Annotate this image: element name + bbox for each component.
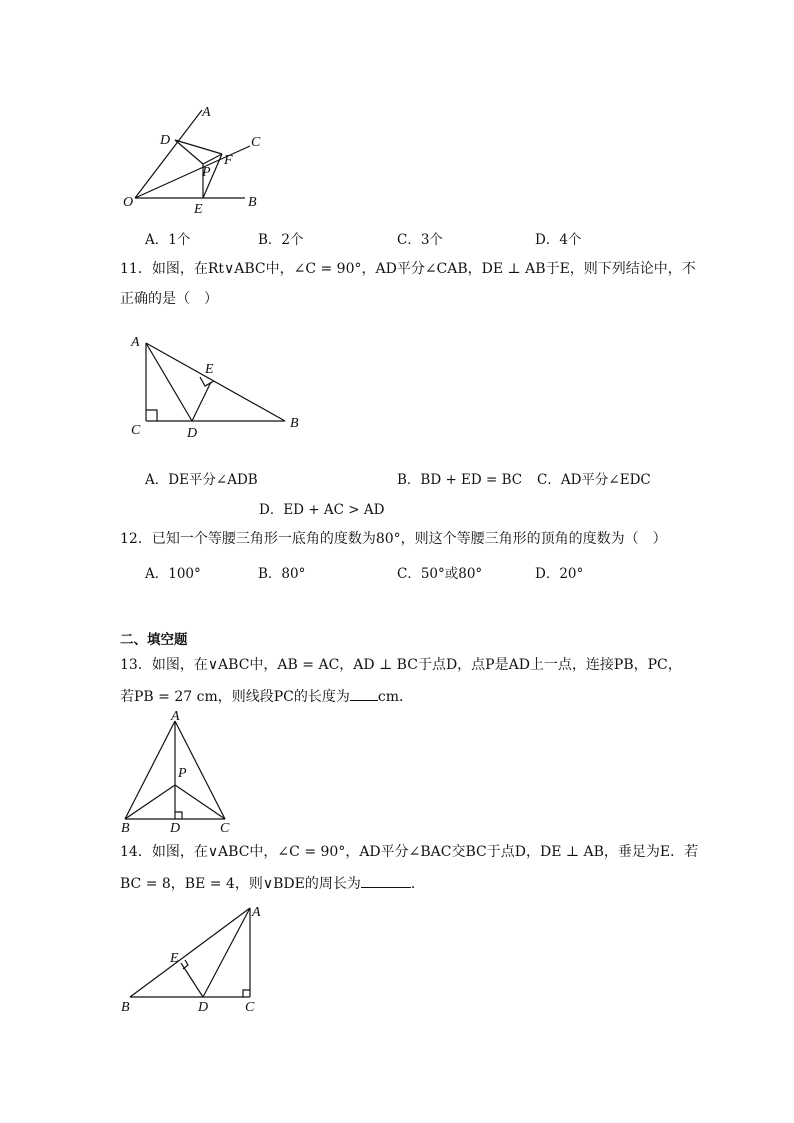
- q14-line2-before: BC = 8，BE = 4，则∨BDE的周长为: [120, 876, 361, 892]
- q11-label-e: E: [205, 362, 214, 377]
- q14-label-d: D: [198, 1000, 209, 1015]
- q12-option-c: C．50°或80°: [397, 566, 483, 582]
- q11-question-line1: 11．如图，在Rt∨ABC中，∠C = 90°，AD平分∠CAB，DE ⊥ AB于E，则下列结论中，不: [120, 261, 696, 277]
- q14-label-a: A: [252, 905, 261, 920]
- q14-label-c: C: [245, 1000, 255, 1015]
- q10-label-e: E: [194, 202, 203, 217]
- section-title: 二、填空题: [120, 632, 188, 648]
- q10-label-o: O: [123, 195, 134, 210]
- q14-line2-after: ．: [410, 876, 425, 892]
- q11-option-c: C．AD平分∠EDC: [537, 472, 651, 488]
- q10-label-f: F: [224, 153, 233, 168]
- q13-answer-blank[interactable]: [350, 686, 378, 701]
- q13-label-a: A: [171, 709, 180, 724]
- q10-figure: [115, 100, 275, 220]
- q13-line2-after: cm．: [377, 689, 413, 705]
- q11-question-line2: 正确的是（ ）: [120, 291, 218, 307]
- q13-figure: [115, 705, 245, 840]
- q13-label-b: B: [121, 821, 130, 836]
- q11-label-d: D: [187, 426, 198, 441]
- q11-option-d: D．ED + AC > AD: [259, 502, 385, 518]
- q11-figure: [125, 330, 310, 445]
- q13-label-d: D: [170, 821, 181, 836]
- q12-option-d: D．20°: [535, 566, 584, 582]
- q11-option-a: A．DE平分∠ADB: [145, 472, 258, 488]
- q13-label-p: P: [178, 766, 187, 781]
- q13-question-line2: [120, 686, 413, 707]
- q12-option-b: B．80°: [258, 566, 306, 582]
- q11-option-b: B．BD + ED = BC: [397, 472, 523, 488]
- q10-option-a: A．1个: [145, 232, 191, 248]
- q14-question-line2: [120, 873, 425, 894]
- q14-label-e: E: [170, 951, 179, 966]
- q10-option-c: C．3个: [397, 232, 443, 248]
- q10-label-b: B: [248, 195, 257, 210]
- q11-label-a: A: [131, 335, 140, 350]
- q11-label-b: B: [290, 416, 299, 431]
- q10-option-d: D．4个: [535, 232, 582, 248]
- q14-answer-blank[interactable]: [361, 873, 411, 888]
- q13-line2-before: 若PB = 27 cm，则线段PC的长度为: [120, 689, 350, 705]
- q12-option-a: A．100°: [145, 566, 201, 582]
- q14-question-line1: 14．如图，在∨ABC中，∠C = 90°，AD平分∠BAC交BC于点D，DE ⊥ AB，垂足为E．若: [120, 844, 699, 860]
- q13-label-c: C: [220, 821, 230, 836]
- q10-option-b: B．2个: [258, 232, 304, 248]
- q12-question: 12．已知一个等腰三角形一底角的度数为80°，则这个等腰三角形的顶角的度数为（ ）: [120, 531, 667, 547]
- q14-figure: [115, 898, 275, 1018]
- q11-label-c: C: [131, 423, 141, 438]
- q10-label-d: D: [160, 133, 171, 148]
- q10-label-p: P: [202, 165, 211, 180]
- q14-label-b: B: [121, 1000, 130, 1015]
- q10-label-c: C: [251, 135, 261, 150]
- q10-label-a: A: [202, 105, 211, 120]
- q13-question-line1: 13．如图，在∨ABC中，AB = AC，AD ⊥ BC于点D，点P是AD上一点，连接PB，PC，: [120, 657, 682, 673]
